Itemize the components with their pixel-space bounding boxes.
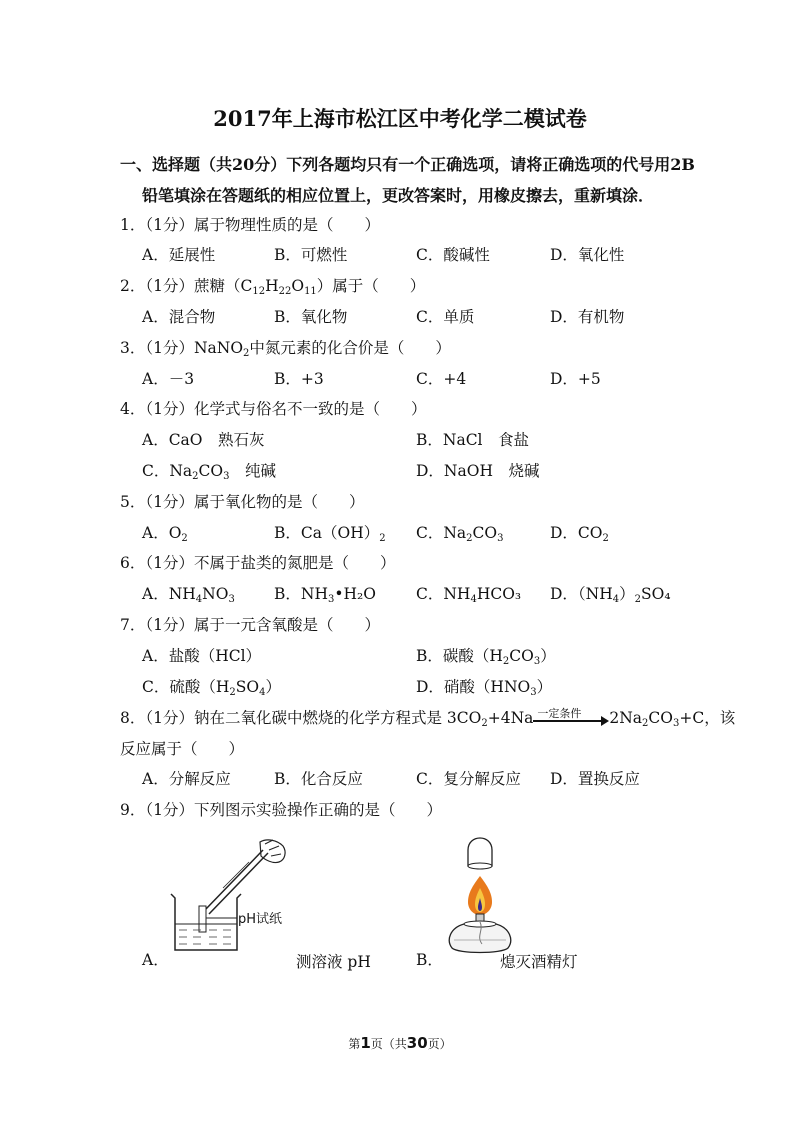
reaction-condition-arrow: 一定条件 [533, 708, 609, 728]
q2-option-a: A．混合物 [142, 308, 216, 326]
q6-option-d: D．$(NH_4)_2SO_4$ [550, 585, 671, 605]
ph-paper-label: pH试纸 [238, 912, 283, 927]
q4-option-b: B．NaCl 食盐 [416, 431, 530, 449]
q7-option-d: D．硝酸$(HNO_3)$ [416, 678, 553, 698]
q8-option-b: B．化合反应 [274, 770, 363, 788]
q3-option-a: A．－3 [142, 370, 195, 388]
alcohol-lamp-figure [438, 832, 518, 960]
q9-option-b-label: B． [416, 951, 443, 969]
question-4-stem: 4．（1分）化学式与俗名不一致的是（ ） [120, 400, 427, 418]
q8-option-a: A．分解反应 [142, 770, 231, 788]
q6-option-a: A．$NH_4NO_3$ [142, 585, 235, 605]
q4-option-d: D．NaOH 烧碱 [416, 462, 540, 480]
question-5-stem: 5．（1分）属于氧化物的是（ ） [120, 493, 365, 511]
question-1-stem: 1．（1分）属于物理性质的是（ ） [120, 216, 380, 234]
q6-option-b: B．$NH_3•H_2O$ [274, 585, 376, 605]
q7-option-c: C．硫酸$(H_2SO_4)$ [142, 678, 281, 698]
q8-option-c: C．复分解反应 [416, 770, 521, 788]
question-6-stem: 6．（1分）不属于盐类的氮肥是（ ） [120, 554, 396, 572]
q1-option-a: A．延展性 [142, 246, 216, 264]
q2-option-b: B．氧化物 [274, 308, 348, 326]
q7-option-a: A．盐酸（HCl） [142, 647, 262, 665]
q1-option-c: C．酸碱性 [416, 246, 490, 264]
q5-option-b: B．$Ca(OH)_2$ [274, 524, 386, 544]
q6-option-c: C．$NH_4HCO_3$ [416, 585, 522, 605]
section-heading-line2: 铅笔填涂在答题纸的相应位置上，更改答案时，用橡皮擦去，重新填涂． [142, 186, 655, 205]
q9-option-a-caption: 测溶液 pH [296, 953, 371, 971]
question-9-stem: 9．（1分）下列图示实验操作正确的是（ ） [120, 801, 442, 819]
q3-option-b: B．+3 [274, 370, 324, 388]
q1-option-b: B．可燃性 [274, 246, 348, 264]
question-7-stem: 7．（1分）属于一元含氧酸是（ ） [120, 616, 380, 634]
question-8-stem-line2: 反应属于（ ） [120, 740, 245, 758]
q5-option-a: A．$O_2$ [142, 524, 188, 544]
q4-option-a: A．CaO 熟石灰 [142, 431, 265, 449]
q3-option-c: C．+4 [416, 370, 467, 388]
q2-option-d: D．有机物 [550, 308, 625, 326]
q5-option-d: D．$CO_2$ [550, 524, 609, 544]
q2-option-c: C．单质 [416, 308, 475, 326]
q3-option-d: D．+5 [550, 370, 601, 388]
question-2-stem: 2．（1分）蔗糖$(C_{12}H_{22}O_{11})$属于（ ） [120, 277, 426, 297]
q4-option-c: C．$Na_2CO_3$ 纯碱 [142, 462, 277, 482]
question-8-stem: 8．（1分）钠在二氧化碳中燃烧的化学方程式是 $3CO_2+4Na$ 一定条件 $2Na_2CO_3+C$，该 [120, 707, 736, 729]
q8-option-d: D．置换反应 [550, 770, 640, 788]
exam-title: 2017年上海市松江区中考化学二模试卷 [213, 106, 587, 131]
page-footer: 第1页（共30页） [348, 1034, 452, 1052]
q9-option-a-label: A． [142, 951, 169, 969]
ph-test-figure [165, 836, 300, 954]
q7-option-b: B．碳酸$(H_2CO_3)$ [416, 647, 556, 667]
total-pages: 30 [406, 1034, 428, 1052]
q9-option-b-caption: 熄灭酒精灯 [500, 953, 578, 971]
q1-option-d: D．氧化性 [550, 246, 625, 264]
question-3-stem: 3．（1分）NaNO$_2$中氮元素的化合价是（ ） [120, 339, 451, 359]
q5-option-c: C．$Na_2CO_3$ [416, 524, 504, 544]
current-page-number: 1 [360, 1034, 371, 1052]
section-heading-line1: 一、选择题（共20分）下列各题均只有一个正确选项，请将正确选项的代号用2B [120, 155, 695, 174]
